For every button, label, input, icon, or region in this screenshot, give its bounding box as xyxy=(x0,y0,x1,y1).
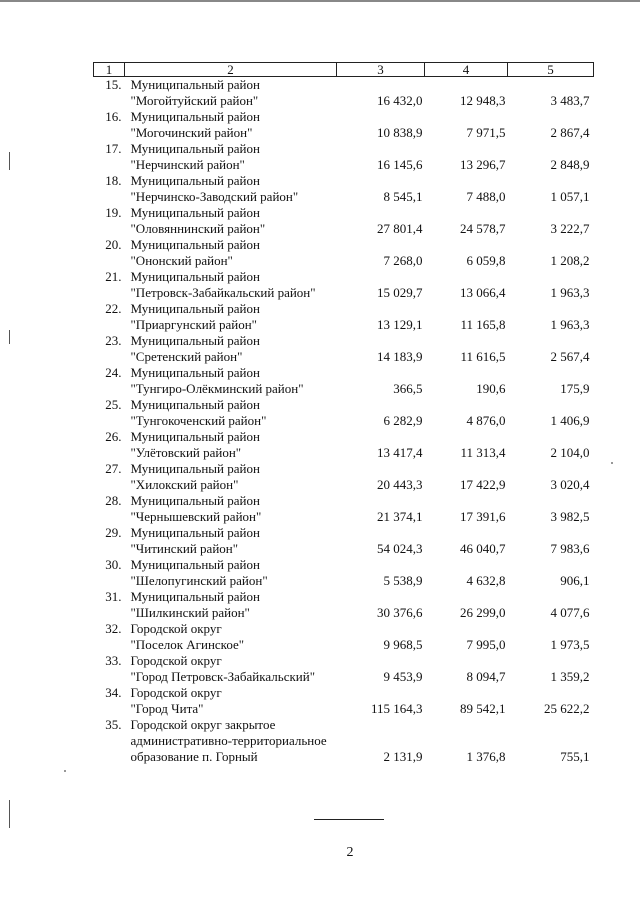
name-line: "Тунгокоченский район" xyxy=(130,413,267,428)
row-number: 23. xyxy=(105,333,122,348)
value-cell-3: 20 443,3 xyxy=(377,477,423,492)
value-cell-5: 3 020,4 xyxy=(550,477,590,492)
municipality-name xyxy=(125,77,337,110)
municipality-name xyxy=(125,269,337,301)
value-cell-3: 27 801,4 xyxy=(377,221,423,236)
name-line: "Шилкинский район" xyxy=(130,605,250,620)
value-cell-5: 755,1 xyxy=(560,749,590,764)
value-cell-5: 4 077,6 xyxy=(550,605,590,620)
row-number: 17. xyxy=(105,141,122,156)
row-number: 27. xyxy=(105,461,122,476)
municipality-name xyxy=(125,717,337,765)
value-cell-5: 2 567,4 xyxy=(550,349,590,364)
table-row xyxy=(94,685,594,717)
value-cell-3: 16 145,6 xyxy=(377,157,423,172)
name-line: Муниципальный район xyxy=(130,397,260,412)
table-row xyxy=(94,173,594,205)
table-row xyxy=(94,461,594,493)
value-cell-5: 3 483,7 xyxy=(550,93,590,108)
table-row xyxy=(94,493,594,525)
column-header: 5 xyxy=(508,63,594,77)
name-line: "Поселок Агинское" xyxy=(130,637,245,652)
row-number: 33. xyxy=(105,653,122,668)
municipality-name xyxy=(125,493,337,525)
name-line: Муниципальный район xyxy=(130,461,260,476)
name-line: "Город Чита" xyxy=(130,701,204,716)
table-row xyxy=(94,77,594,110)
name-line: "Нерчинский район" xyxy=(130,157,245,172)
row-number: 34. xyxy=(105,685,122,700)
value-cell-4: 24 578,7 xyxy=(460,221,506,236)
name-line: Муниципальный район xyxy=(130,205,260,220)
value-cell-5: 1 973,5 xyxy=(550,637,590,652)
value-cell-4: 12 948,3 xyxy=(460,93,506,108)
column-header: 1 xyxy=(94,63,125,77)
value-cell-3: 10 838,9 xyxy=(377,125,423,140)
name-line: Муниципальный район xyxy=(130,557,260,572)
column-header: 3 xyxy=(337,63,425,77)
name-line: "Нерчинско-Заводский район" xyxy=(130,189,299,204)
name-line: "Сретенский район" xyxy=(130,349,243,364)
name-line: Городской округ xyxy=(130,685,222,700)
value-cell-3: 14 183,9 xyxy=(377,349,423,364)
scan-left-mark xyxy=(9,330,10,344)
municipality-name xyxy=(125,589,337,621)
table-row xyxy=(94,365,594,397)
scan-left-mark xyxy=(9,800,10,828)
row-number: 22. xyxy=(105,301,122,316)
name-line: Городской округ xyxy=(130,621,222,636)
value-cell-5: 2 867,4 xyxy=(550,125,590,140)
municipality-name xyxy=(125,397,337,429)
value-cell-4: 13 296,7 xyxy=(460,157,506,172)
scan-speck xyxy=(611,462,613,464)
value-cell-3: 30 376,6 xyxy=(377,605,423,620)
value-cell-3: 115 164,3 xyxy=(370,701,423,716)
name-line: "Могочинский район" xyxy=(130,125,253,140)
scan-top-edge xyxy=(0,0,640,2)
row-number: 30. xyxy=(105,557,122,572)
name-line: "Ононский район" xyxy=(130,253,233,268)
municipality-name xyxy=(125,557,337,589)
table-row xyxy=(94,525,594,557)
column-header: 4 xyxy=(425,63,508,77)
table-row xyxy=(94,653,594,685)
value-cell-5: 1 208,2 xyxy=(550,253,590,268)
table-body xyxy=(94,77,594,766)
value-cell-4: 11 165,8 xyxy=(460,317,506,332)
name-line: Муниципальный район xyxy=(130,301,260,316)
row-number: 16. xyxy=(105,109,122,124)
value-cell-3: 5 538,9 xyxy=(383,573,423,588)
name-line: "Оловяннинский район" xyxy=(130,221,266,236)
row-number: 25. xyxy=(105,397,122,412)
value-cell-4: 17 391,6 xyxy=(460,509,506,524)
value-cell-4: 46 040,7 xyxy=(460,541,506,556)
value-cell-3: 21 374,1 xyxy=(377,509,423,524)
row-number: 19. xyxy=(105,205,122,220)
name-line: "Приаргунский район" xyxy=(130,317,257,332)
value-cell-4: 7 995,0 xyxy=(466,637,506,652)
municipality-name xyxy=(125,525,337,557)
name-line: Муниципальный район xyxy=(130,589,260,604)
scan-speck xyxy=(64,770,66,772)
row-number: 29. xyxy=(105,525,122,540)
municipality-name xyxy=(125,365,337,397)
value-cell-4: 17 422,9 xyxy=(460,477,506,492)
name-line: Муниципальный район xyxy=(130,429,260,444)
table-row xyxy=(94,141,594,173)
municipality-name xyxy=(125,429,337,461)
value-cell-4: 13 066,4 xyxy=(460,285,506,300)
row-number: 26. xyxy=(105,429,122,444)
name-line: Муниципальный район xyxy=(130,77,260,92)
table-row xyxy=(94,589,594,621)
value-cell-4: 190,6 xyxy=(476,381,506,396)
name-line: "Петровск-Забайкальский район" xyxy=(130,285,316,300)
municipality-name xyxy=(125,301,337,333)
row-number: 32. xyxy=(105,621,122,636)
name-line: "Шелопугинский район" xyxy=(130,573,268,588)
column-header: 2 xyxy=(125,63,337,77)
value-cell-4: 7 488,0 xyxy=(466,189,506,204)
value-cell-3: 9 968,5 xyxy=(383,637,423,652)
name-line: Муниципальный район xyxy=(130,141,260,156)
value-cell-4: 26 299,0 xyxy=(460,605,506,620)
table-row xyxy=(94,109,594,141)
value-cell-3: 9 453,9 xyxy=(383,669,423,684)
row-number: 28. xyxy=(105,493,122,508)
name-line: Муниципальный район xyxy=(130,333,260,348)
table-row xyxy=(94,301,594,333)
table-row xyxy=(94,205,594,237)
table-row xyxy=(94,333,594,365)
value-cell-5: 1 963,3 xyxy=(550,317,590,332)
name-line: Муниципальный район xyxy=(130,269,260,284)
value-cell-5: 2 104,0 xyxy=(550,445,590,460)
municipality-name xyxy=(125,333,337,365)
municipality-name xyxy=(125,461,337,493)
value-cell-4: 89 542,1 xyxy=(460,701,506,716)
name-line: Городской округ xyxy=(130,653,222,668)
row-number: 35. xyxy=(105,717,122,732)
name-line: Муниципальный район xyxy=(130,109,260,124)
row-number: 24. xyxy=(105,365,122,380)
value-cell-3: 6 282,9 xyxy=(383,413,423,428)
table-row xyxy=(94,717,594,765)
value-cell-4: 4 632,8 xyxy=(466,573,506,588)
name-line: Муниципальный район xyxy=(130,525,260,540)
value-cell-4: 7 971,5 xyxy=(466,125,506,140)
value-cell-3: 7 268,0 xyxy=(383,253,423,268)
name-line: "Улётовский район" xyxy=(130,445,242,460)
value-cell-3: 2 131,9 xyxy=(383,749,423,764)
name-line: "Читинский район" xyxy=(130,541,239,556)
name-line: образование п. Горный xyxy=(130,749,258,764)
value-cell-5: 3 982,5 xyxy=(550,509,590,524)
municipality-name xyxy=(125,109,337,141)
value-cell-5: 1 359,2 xyxy=(550,669,590,684)
name-line: "Чернышевский район" xyxy=(130,509,262,524)
value-cell-5: 1 057,1 xyxy=(550,189,590,204)
value-cell-5: 1 406,9 xyxy=(550,413,590,428)
municipality-name xyxy=(125,685,337,717)
value-cell-5: 175,9 xyxy=(560,381,590,396)
name-line: Муниципальный район xyxy=(130,173,260,188)
value-cell-4: 8 094,7 xyxy=(466,669,506,684)
value-cell-3: 366,5 xyxy=(393,381,423,396)
name-line: Городской округ закрытое xyxy=(130,717,276,732)
budget-table xyxy=(93,62,594,765)
value-cell-4: 4 876,0 xyxy=(466,413,506,428)
table-row xyxy=(94,429,594,461)
value-cell-3: 13 417,4 xyxy=(377,445,423,460)
name-line: Муниципальный район xyxy=(130,493,260,508)
municipality-name xyxy=(125,237,337,269)
name-line: "Тунгиро-Олёкминский район" xyxy=(130,381,304,396)
table-row xyxy=(94,397,594,429)
name-line: Муниципальный район xyxy=(130,237,260,252)
value-cell-4: 11 313,4 xyxy=(460,445,506,460)
value-cell-5: 3 222,7 xyxy=(550,221,590,236)
value-cell-4: 1 376,8 xyxy=(466,749,506,764)
row-number: 31. xyxy=(105,589,122,604)
municipality-name xyxy=(125,205,337,237)
value-cell-4: 6 059,8 xyxy=(466,253,506,268)
value-cell-5: 1 963,3 xyxy=(550,285,590,300)
footer-divider xyxy=(314,819,384,820)
value-cell-5: 906,1 xyxy=(560,573,590,588)
municipality-name xyxy=(125,173,337,205)
municipality-name xyxy=(125,141,337,173)
table-header-row xyxy=(94,63,594,77)
value-cell-3: 16 432,0 xyxy=(377,93,423,108)
table-row xyxy=(94,269,594,301)
value-cell-5: 2 848,9 xyxy=(550,157,590,172)
municipality-name xyxy=(125,621,337,653)
value-cell-3: 54 024,3 xyxy=(377,541,423,556)
value-cell-5: 25 622,2 xyxy=(544,701,590,716)
name-line: "Город Петровск-Забайкальский" xyxy=(130,669,315,684)
page-number: 2 xyxy=(346,845,354,860)
municipality-name xyxy=(125,653,337,685)
scan-left-mark xyxy=(9,152,10,170)
row-number: 21. xyxy=(105,269,122,284)
name-line: Муниципальный район xyxy=(130,365,260,380)
table-row xyxy=(94,621,594,653)
value-cell-4: 11 616,5 xyxy=(460,349,506,364)
name-line: "Могойтуйский район" xyxy=(130,93,259,108)
name-line: "Хилокский район" xyxy=(130,477,239,492)
row-number: 18. xyxy=(105,173,122,188)
value-cell-3: 15 029,7 xyxy=(377,285,423,300)
value-cell-5: 7 983,6 xyxy=(550,541,590,556)
value-cell-3: 13 129,1 xyxy=(377,317,423,332)
row-number: 20. xyxy=(105,237,122,252)
table-row xyxy=(94,237,594,269)
row-number: 15. xyxy=(105,77,122,92)
value-cell-3: 8 545,1 xyxy=(383,189,423,204)
table-row xyxy=(94,557,594,589)
name-line: административно-территориальное xyxy=(130,733,327,748)
